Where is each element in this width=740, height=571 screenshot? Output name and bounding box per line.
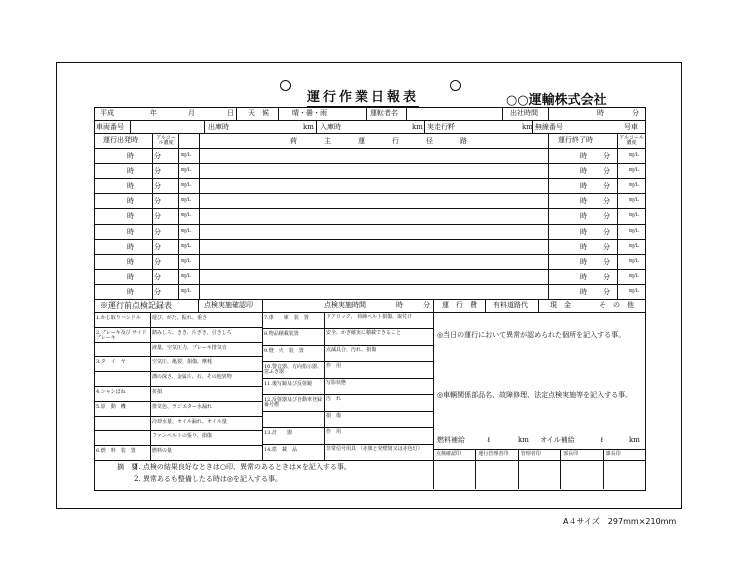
driver-name-label: 運転者名 [370,109,398,117]
inspection-item-detail: 燃料の量 [152,448,173,455]
inspection-row-line [262,394,433,395]
log-start-hour: 時 [127,227,134,236]
alcohol-header-left: アルコール濃度 [156,135,176,146]
log-end-minute: 分 [603,152,610,160]
vehicle-number-label: 車両番号 [96,123,124,131]
log-alcohol-unit: ㎎/L [181,197,192,204]
weather-label: 天 候 [248,109,269,117]
repair-note: ◎車輌関係部品名、故障修理、法定点検実施等を記入する事。 [437,391,633,399]
year-label: 年 [150,109,157,117]
inspection-item-detail: 冷却水量、オイル漏れ、オイル量 [152,418,227,425]
other-label: そ の 他 [599,301,634,309]
inspection-item-detail: 汚 れ [326,396,342,403]
inspection-item-detail: ドアロック、 荷締ベルト損傷、取付け [326,314,413,320]
inspection-item-detail: 空気圧、亀裂、損傷、摩耗 [152,359,213,366]
log-end-alcohol-unit: ㎎/L [629,272,640,279]
inspection-item-label: 1.かじ取りハンドル [96,315,141,321]
log-end-alcohol-unit: ㎎/L [629,182,640,189]
time-in-minute: 分 [632,109,639,117]
log-start-minute: 分 [154,197,161,206]
inspection-time-hour: 時 [396,301,403,309]
distance-km: km [522,123,533,131]
toll-label: 有料道路代 [493,301,528,309]
time-in-label: 出社時間 [510,109,538,117]
log-start-minute: 分 [154,227,161,236]
stamp-label: 課長印 [605,451,621,457]
inspection-item-detail: 安全、かぎ確実に積載できること [326,330,402,337]
log-end-alcohol-unit: ㎎/L [629,227,640,234]
log-start-minute: 分 [154,257,161,266]
inspection-item-label: 3.タ イ ヤ [96,359,126,366]
log-start-hour: 時 [127,182,134,191]
inspection-item-detail: 踏みしろ、きき、片ぎき、引きしろ [152,329,232,336]
departure-km: km [303,123,314,131]
log-end-minute: 分 [603,272,610,281]
inspection-item-detail: 遊び、がた、振れ、重さ [152,315,208,321]
log-start-minute: 分 [154,212,161,221]
inspection-item-detail: 作 用 [326,363,342,370]
stamp-label: 部長印 [563,451,579,457]
log-end-hour: 時 [580,227,587,236]
inspection-row-line [94,342,262,343]
inspection-item-label: 4.シャシばね [96,389,126,395]
log-end-alcohol-unit: ㎎/L [629,152,640,158]
stamp-label: 運行管理者印 [478,451,509,457]
log-end-hour: 時 [580,182,587,191]
inspection-item-detail: ファンベルトの張り、損傷 [152,433,212,440]
log-start-hour: 時 [127,287,134,296]
form-title: 運行作業日報表 [307,86,419,107]
inspection-row-line [262,361,433,362]
log-end-hour: 時 [580,272,587,281]
log-end-minute: 分 [603,287,610,296]
inspection-item-detail: 作 用 [326,429,342,436]
inspection-row-line [94,327,262,328]
inspection-item-detail: 溝の深さ、金属片、石、その他異物 [152,374,232,381]
log-start-minute: 分 [154,287,161,296]
log-start-hour: 時 [127,152,134,160]
log-start-hour: 時 [127,212,134,221]
log-start-minute: 分 [154,152,161,160]
inspection-time-minute: 分 [423,301,430,309]
era-label: 平成 [100,109,114,117]
inspection-row-line [94,416,262,417]
inspection-row-line [262,411,433,412]
log-end-hour: 時 [580,197,587,206]
operation-cost-label: 運 行 費 [442,301,477,309]
log-start-hour: 時 [127,197,134,206]
log-end-minute: 分 [603,227,610,236]
log-alcohol-unit: ㎎/L [181,212,192,219]
log-row-line [94,224,645,225]
log-row-line [94,239,645,240]
inspection-row-line [94,386,262,387]
radio-number-label: 無線番号 [535,123,563,131]
log-alcohol-unit: ㎎/L [181,272,192,279]
log-end-hour: 時 [580,287,587,296]
log-end-alcohol-unit: ㎎/L [629,242,640,249]
log-start-hour: 時 [127,242,134,251]
abnormality-note: ◎当日の運行において異常が認められた個所を記入する事。 [437,331,626,339]
log-alcohol-unit: ㎎/L [181,152,192,158]
radio-number-unit: 号車 [624,123,638,131]
inspection-row-line [94,371,262,372]
inspection-item-label: 7.車 庫 装 置 [264,315,309,321]
distance-label: 実走行粁 [427,123,455,131]
inspection-item-label: 14.搭 載 品 [264,446,297,453]
month-label: 月 [188,109,195,117]
fuel-km: km [518,436,529,444]
inspection-time-label: 点検実施時間 [324,301,366,309]
log-end-minute: 分 [603,197,610,206]
log-alcohol-unit: ㎎/L [181,227,192,234]
inspection-row-line [262,427,433,428]
inspection-item-label: 9.燈 火 装 置 [264,347,304,354]
log-row-line [94,284,645,285]
inspection-title: ※運行前点検記録表 [100,301,172,310]
log-end-hour: 時 [580,257,587,266]
inspection-item-detail: 折損 [152,389,163,395]
paper-size-note: A４サイズ 297mm×210mm [563,517,677,526]
alcohol-header-right: アルコール濃度 [619,135,644,146]
log-start-minute: 分 [154,167,161,176]
log-alcohol-unit: ㎎/L [181,242,192,249]
inspection-item-label: 8.物品積載装置 [264,331,299,338]
end-time-header: 運行終了時 [558,136,593,144]
log-end-alcohol-unit: ㎎/L [629,167,640,174]
oil-km: km [629,436,640,444]
log-end-alcohol-unit: ㎎/L [629,212,640,219]
inspection-row-line [262,312,433,313]
inspection-item-label: 10.警音器、方向指示器、窓ふき器 [264,364,322,376]
stamp-divider [560,449,561,489]
log-start-minute: 分 [154,242,161,251]
log-end-alcohol-unit: ㎎/L [629,257,640,264]
arrival-km: km [412,123,423,131]
inspection-item-detail: 損 傷 [326,412,342,419]
log-end-alcohol-unit: ㎎/L [629,287,640,294]
summary-line-1: 1. 点検の結果良好なときは○印、異常のあるときは×を記入する事。 [134,463,351,471]
inspection-item-label: 2.ブレーキ及び サイドブレーキ [96,329,147,341]
inspection-row-line [94,312,262,313]
log-end-hour: 時 [580,152,587,160]
summary-label: 摘 要 [117,463,138,471]
inspection-item-label: 12.反射器及び自動車登録番号標 [264,397,322,409]
arrival-label: 入庫時 [320,123,341,131]
inspection-row-line [262,378,433,379]
inspection-confirm-label: 点検実施確認印 [204,301,253,309]
inspection-row-line [94,430,262,431]
log-row-line [94,178,645,179]
inspection-row-line [94,445,262,446]
inspection-row-line [94,356,262,357]
log-start-hour: 時 [127,272,134,281]
log-start-minute: 分 [154,182,161,191]
log-row-line [94,208,645,209]
log-end-alcohol-unit: ㎎/L [629,197,640,204]
stamp-divider [518,449,519,489]
route-header: 荷 主 運 行 径 路 [290,137,477,145]
log-row-line [94,254,645,255]
time-in-hour: 時 [597,109,604,117]
inspection-row-line [262,444,433,445]
inspection-item-label: 11.後写鏡及び反射鏡 [264,380,312,387]
log-alcohol-unit: ㎎/L [181,182,192,189]
log-row-line [94,193,645,194]
log-end-minute: 分 [603,212,610,221]
inspection-row-line [262,345,433,346]
stamp-divider [475,449,476,489]
inspection-item-detail: 排気色、ラジエター水漏れ [152,403,213,410]
inspection-item-label: 5.原 動 機 [96,403,126,410]
log-end-hour: 時 [580,242,587,251]
stamp-label: 管理者印 [520,451,541,457]
log-end-hour: 時 [580,212,587,221]
inspection-item-detail: 液量、空気圧力、ブレーキ排気音 [152,344,227,351]
inspection-item-label: 6.燃 料 装 置 [96,448,136,455]
start-time-header: 運行出発時 [103,136,138,144]
punch-hole-right [450,80,461,91]
log-start-hour: 時 [127,257,134,266]
stamp-label: 点検確認印 [436,451,462,457]
inspection-item-detail: 点滅具合、汚れ、損傷 [326,346,377,353]
day-label: 日 [227,109,234,117]
log-alcohol-unit: ㎎/L [181,287,192,294]
stamp-divider [603,449,604,489]
log-end-minute: 分 [603,242,610,251]
fuel-label: 燃料補給 [437,436,465,444]
log-end-minute: 分 [603,182,610,191]
company-name: ○○運輸株式会社 [506,93,607,108]
log-end-minute: 分 [603,167,610,176]
fuel-liter: ℓ [487,436,491,444]
oil-liter: ℓ [600,436,604,444]
inspection-item-detail: 非常信号用具 （赤旗と発煙筒又は赤色灯） [326,445,423,452]
summary-line-2: 2. 異常あるも整備したる時は◎を記入する事。 [134,475,283,483]
inspection-item-detail: 写影状態 [326,379,347,386]
log-alcohol-unit: ㎎/L [181,257,192,264]
weather-options: 晴・曇・雨 [292,109,327,117]
log-row-line [94,163,645,164]
log-alcohol-unit: ㎎/L [181,167,192,174]
log-end-hour: 時 [580,167,587,176]
log-start-minute: 分 [154,272,161,281]
inspection-row-line [94,401,262,402]
log-row-line [94,269,645,270]
log-row-line [94,148,645,149]
log-end-minute: 分 [603,257,610,266]
log-start-hour: 時 [127,167,134,176]
oil-label: オイル補給 [540,436,575,444]
punch-hole-left [280,80,291,91]
departure-label: 出庫時 [208,123,229,131]
inspection-item-label: 13.計 器 [264,430,292,437]
cash-label: 現 金 [550,301,571,309]
